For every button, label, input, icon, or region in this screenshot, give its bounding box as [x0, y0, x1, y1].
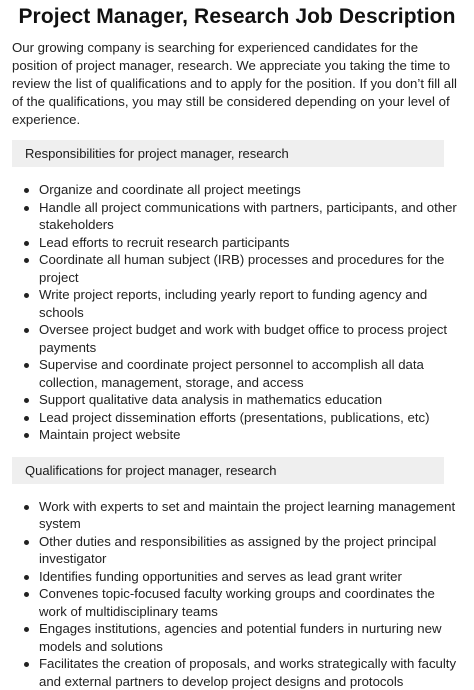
list-item: Supervise and coordinate project personnel to accomplish all data collection, management, storage, and access	[39, 356, 462, 391]
list-item: Coordinate all human subject (IRB) processes and procedures for the project	[39, 251, 462, 286]
responsibilities-list	[12, 181, 462, 444]
list-item: Maintain project website	[39, 426, 462, 444]
list-item: Work with experts to set and maintain the project learning management system	[39, 498, 462, 533]
qualifications-heading: Qualifications for project manager, research	[12, 457, 444, 484]
page-title: Project Manager, Research Job Description	[12, 0, 462, 30]
list-item: Other duties and responsibilities as assigned by the project principal investigator	[39, 533, 462, 568]
list-item: Convenes topic-focused faculty working groups and coordinates the work of multidisciplinary teams	[39, 585, 462, 620]
qualifications-list	[12, 498, 462, 690]
list-item: Identifies funding opportunities and serves as lead grant writer	[39, 568, 462, 586]
list-item: Support qualitative data analysis in mathematics education	[39, 391, 462, 409]
qualifications-section	[12, 457, 462, 690]
list-item: Lead project dissemination efforts (presentations, publications, etc)	[39, 409, 462, 427]
list-item: Oversee project budget and work with budget office to process project payments	[39, 321, 462, 356]
list-item: Lead efforts to recruit research participants	[39, 234, 462, 252]
list-item: Engages institutions, agencies and potential funders in nurturing new models and solutions	[39, 620, 462, 655]
list-item: Organize and coordinate all project meetings	[39, 181, 462, 199]
intro-paragraph: Our growing company is searching for experienced candidates for the position of project manager, research. We appreciate you taking the time to review the list of qualifications and to apply for the position. If you don’t fill all of the qualifications, you may still be considered depending on your level of experience.	[12, 39, 462, 129]
list-item: Handle all project communications with partners, participants, and other stakeholders	[39, 199, 462, 234]
list-item: Facilitates the creation of proposals, and works strategically with faculty and external partners to develop project designs and protocols	[39, 655, 462, 690]
list-item: Write project reports, including yearly report to funding agency and schools	[39, 286, 462, 321]
responsibilities-section	[12, 140, 462, 444]
responsibilities-heading: Responsibilities for project manager, research	[12, 140, 444, 167]
